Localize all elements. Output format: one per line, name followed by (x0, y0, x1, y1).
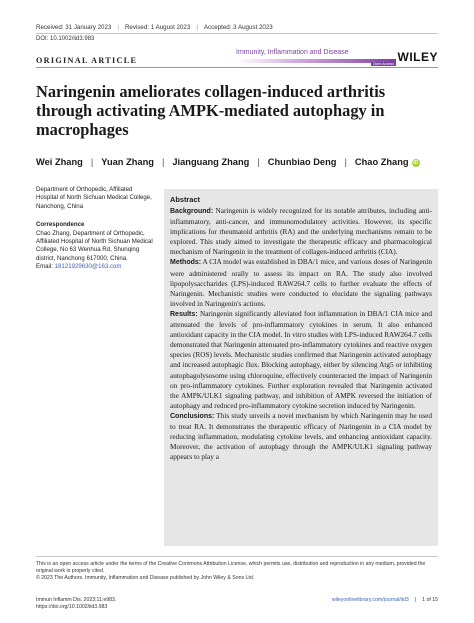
citation: Immun Inflamm Dis. 2023;11:e983. (36, 597, 117, 603)
conclusions-label: Conclusions: (170, 412, 215, 420)
email-link[interactable]: 18121929630@163.com (54, 263, 122, 271)
correspondence-email (36, 263, 156, 271)
received-date: Received: 31 January 2023 (36, 24, 112, 31)
abstract-heading: Abstract (170, 195, 200, 204)
divider: | (90, 157, 94, 167)
header-rule (36, 33, 438, 34)
abstract-conclusions (170, 411, 432, 462)
section-label: ORIGINAL ARTICLE (36, 56, 138, 65)
divider: | (161, 157, 165, 167)
background-label: Background: (170, 208, 214, 215)
divider: | (196, 24, 198, 31)
copyright-text: © 2023 The Authors. Immunity, Inflammation and Disease published by John Wiley & Sons Ltd. (36, 575, 255, 581)
article-title: Naringenin ameliorates collagen-induced arthritis through activating AMPK-mediated autophagy in macrophages (36, 82, 386, 139)
open-access-tag: Open Access (372, 62, 394, 66)
correspondence-text: Chao Zhang, Department of Orthopedic, Affiliated Hospital of North Sichuan Medical College, No 63 Wenhua Rd, Shunqing district, Nanchong 617000, China. (36, 229, 153, 262)
journal-url[interactable]: wileyonlinelibrary.com/journal/iid3 (331, 597, 409, 603)
page-footer (36, 597, 438, 611)
author-name[interactable]: Wei Zhang (36, 157, 83, 167)
abstract-body (164, 206, 438, 462)
doi: DOI: 10.1002/iid3.983 (36, 36, 95, 42)
affiliations (36, 186, 156, 272)
doi-link[interactable]: https://doi.org/10.1002/iid3.983 (36, 604, 108, 610)
divider: | (117, 24, 119, 31)
methods-label: Methods: (170, 259, 202, 267)
affiliation-dept: Department of Orthopedic, Affiliated Hospital of North Sichuan Medical College, Nanchong, China (36, 186, 152, 210)
author-name[interactable]: Chunbiao Deng (267, 157, 337, 167)
divider: | (257, 157, 260, 167)
footnote-rule (36, 556, 438, 557)
author-list (36, 157, 438, 167)
section-rule (36, 67, 438, 68)
results-text: Naringenin significantly alleviated foot inflammation in DBA/1 CIA mice and attenuated the levels of pro-inflammatory cytokines in serum. It also enhanced antioxidant capacity in the CIA model. In vitro studies with LPS-induced RAW264.7 cells demonstrated that Naringenin attenuated pro-inflammatory cytokines and reactive oxygen species (ROS) levels. Mechanistic studies confirmed that Naringenin activated autophagy and increased autophagic flux. Blocking autophagy, either by silencing Atg5 or inhibiting autophagolysosome using chloroquine, effectively counteracted the impact of Naringenin on pro-inflammatory cytokines. Further exploration revealed that Naringenin activated the AMPK/ULK1 signaling pathway, and inhibition of AMPK reversed the initiation of autophagy and reduced pro-inflammatory cytokine secretion induced by Naringenin. (170, 309, 432, 410)
background-text: Naringenin is widely recognized for its notable attributes, including anti-inflammatory, anti-cancer, and immunomodulatory activities. However, its specific implications for rheumatoid arthritis (RA) and the underlying mechanisms remain to be explored. This study aimed to investigate the therapeutic efficacy and pharmacological mechanism of Naringenin in the treatment of collagen-induced arthritis (CIA). (170, 207, 432, 257)
accepted-date: Accepted: 3 August 2023 (203, 24, 273, 31)
article-dates (36, 24, 438, 31)
abstract-box (164, 189, 438, 546)
author-name[interactable]: Chao Zhang (354, 157, 409, 167)
footer-left (36, 597, 116, 611)
abstract-background (170, 206, 432, 257)
divider: | (414, 597, 417, 603)
journal-brand (236, 49, 396, 66)
correspondence-heading: Correspondence (36, 221, 85, 229)
divider: | (344, 157, 347, 167)
author-name[interactable]: Jianguang Zhang (172, 157, 250, 167)
journal-brand-title: Immunity, Inflammation and Disease (236, 49, 349, 56)
email-label: Email: (36, 263, 53, 271)
orcid-icon[interactable]: iD (413, 159, 419, 166)
page-number: 1 of 15 (422, 597, 438, 603)
footer-right (332, 597, 438, 611)
author-name-corresponding[interactable] (355, 157, 420, 167)
conclusions-text: This study unveils a novel mechanism by which Naringenin may be used to treat RA. It demonstrates the therapeutic efficacy of Naringenin in a CIA model by reducing inflammation, modulating cytokine levels, and enhancing antioxidant capacity. Moreover, the activation of autophagy through the AMPK/ULK1 signaling pathway appears to play a (170, 411, 432, 462)
license-text: This is an open access article under the terms of the Creative Commons Attribution License, which permits use, distribution and reproduction in any medium, provided the original work is properly cited. (36, 561, 426, 574)
results-label: Results: (170, 310, 198, 318)
methods-text: A CIA model was established in DBA/1 mice, and various doses of Naringenin were administered orally to assess its impact on RA. The study also involved lipopolysaccharides (LPS)-induced RAW264.7 cells to further evaluate the effects of Naringenin. Mechanistic studies were conducted to elucidate the signaling pathways involved in Naringenin's actions. (170, 258, 432, 308)
abstract-results (170, 309, 432, 411)
abstract-methods (170, 257, 432, 308)
publisher-logo: WILEY (397, 50, 438, 64)
author-name[interactable]: Yuan Zhang (101, 157, 154, 167)
revised-date: Revised: 1 August 2023 (124, 24, 191, 31)
license-footnote (36, 561, 438, 582)
